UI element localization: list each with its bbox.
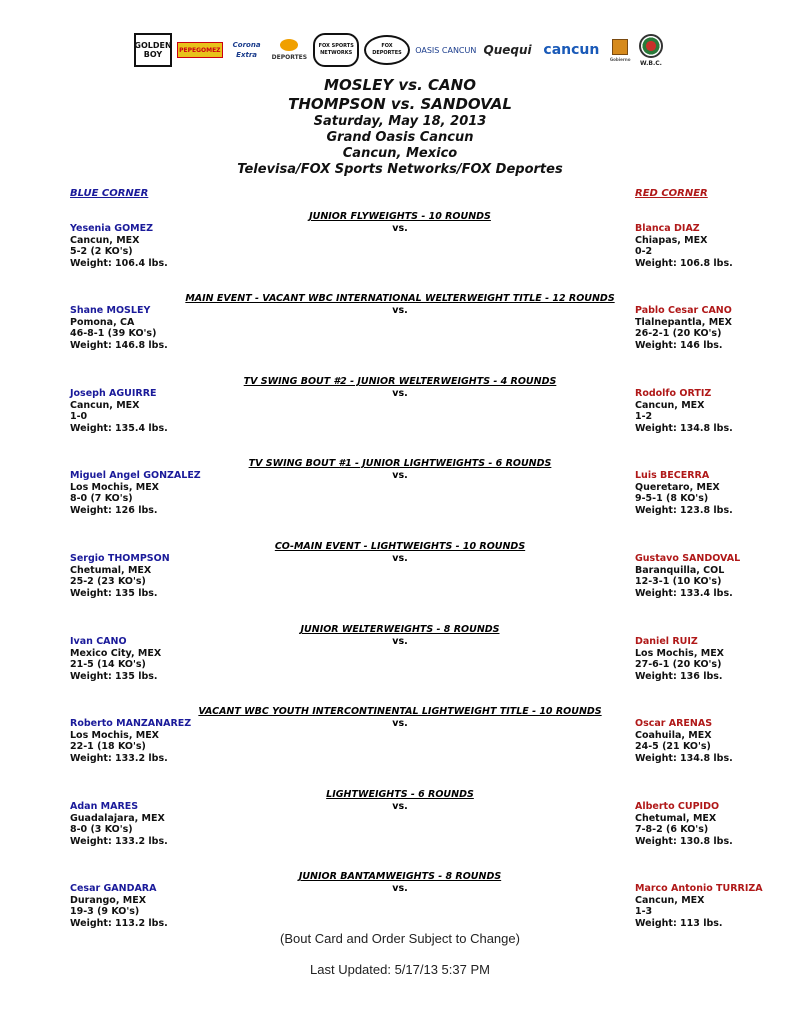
fighter-record: 7-8-2 (6 KO's) <box>635 824 709 836</box>
fighter-hometown: Cancun, MEX <box>635 399 705 411</box>
fighter-record: 26-2-1 (20 KO's) <box>635 328 722 340</box>
event-venue: Grand Oasis Cancun <box>326 130 474 145</box>
fighter-name: Sergio THOMPSON <box>70 552 170 564</box>
blue-corner-fighter <box>70 223 330 270</box>
fighter-record: 5-2 (2 KO's) <box>70 246 133 258</box>
vs-label: vs. <box>392 882 408 894</box>
change-notice: (Bout Card and Order Subject to Change) <box>280 931 520 946</box>
fighter-hometown: Queretaro, MEX <box>635 481 720 493</box>
fighter-record: 22-1 (18 KO's) <box>70 741 146 753</box>
vs-label: vs. <box>392 800 408 812</box>
fighter-weight: Weight: 133.2 lbs. <box>70 836 168 848</box>
fighter-hometown: Pomona, CA <box>70 316 135 328</box>
bout-title: TV SWING BOUT #2 - JUNIOR WELTERWEIGHTS - 4 ROUNDS <box>243 376 557 387</box>
bout-title: JUNIOR WELTERWEIGHTS - 8 ROUNDS <box>300 624 500 635</box>
fighter-name: Adan MARES <box>70 800 139 812</box>
fighter-name: Oscar ARENAS <box>635 717 713 729</box>
red-corner-fighter <box>635 718 795 765</box>
bout <box>0 541 800 601</box>
fighter-record: 8-0 (3 KO's) <box>70 824 133 836</box>
red-corner-fighter <box>635 223 795 270</box>
blue-corner-fighter <box>70 305 330 352</box>
blue-corner-fighter <box>70 388 330 435</box>
bout-title: JUNIOR FLYWEIGHTS - 10 ROUNDS <box>309 211 491 222</box>
gobierno-label: Gobierno <box>609 56 631 62</box>
vs-label: vs. <box>392 552 408 564</box>
fighter-weight: Weight: 146.8 lbs. <box>70 340 168 352</box>
fighter-weight: Weight: 136 lbs. <box>635 671 723 683</box>
gobierno-icon <box>612 39 628 55</box>
fighter-name: Daniel RUIZ <box>635 635 698 647</box>
fighter-weight: Weight: 146 lbs. <box>635 340 723 352</box>
blue-corner-fighter <box>70 883 330 930</box>
fighter-hometown: Cancun, MEX <box>70 399 140 411</box>
fighter-name: Shane MOSLEY <box>70 304 151 316</box>
fighter-name: Miguel Angel GONZALEZ <box>70 469 201 481</box>
fighter-hometown: Mexico City, MEX <box>70 647 162 659</box>
bout <box>0 211 800 271</box>
fighter-record: 21-5 (14 KO's) <box>70 659 146 671</box>
fighter-hometown: Durango, MEX <box>70 894 147 906</box>
red-corner-fighter <box>635 388 795 435</box>
cancun-logo: cancun <box>543 42 600 58</box>
bout-title: LIGHTWEIGHTS - 6 ROUNDS <box>326 789 474 800</box>
event-date: Saturday, May 18, 2013 <box>313 114 487 129</box>
televisa-label: DEPORTES <box>271 54 308 61</box>
fox-deportes-logo: FOX DEPORTES <box>364 35 410 65</box>
golden-boy-logo: GOLDEN BOY <box>134 33 172 67</box>
fighter-record: 24-5 (21 KO's) <box>635 741 711 753</box>
bout <box>0 376 800 436</box>
fighter-name: Alberto CUPIDO <box>635 800 720 812</box>
bout-title: MAIN EVENT - VACANT WBC INTERNATIONAL WELTERWEIGHT TITLE - 12 ROUNDS <box>185 293 615 304</box>
fighter-name: Joseph AGUIRRE <box>70 387 157 399</box>
event-city: Cancun, Mexico <box>342 146 458 161</box>
fighter-name: Marco Antonio TURRIZA <box>635 882 763 894</box>
fighter-weight: Weight: 126 lbs. <box>70 505 158 517</box>
fighter-record: 1-2 <box>635 411 653 423</box>
fighter-hometown: Chetumal, MEX <box>635 812 717 824</box>
fighter-name: Pablo Cesar CANO <box>635 304 732 316</box>
red-corner-label: RED CORNER <box>635 188 708 199</box>
wbc-logo <box>636 33 666 67</box>
fighter-weight: Weight: 113.2 lbs. <box>70 918 168 930</box>
red-corner-fighter <box>635 883 795 930</box>
fighter-record: 1-3 <box>635 906 653 918</box>
vs-label: vs. <box>392 469 408 481</box>
oasis-cancun-logo: OASIS CANCUN <box>415 45 477 55</box>
fighter-name: Gustavo SANDOVAL <box>635 552 741 564</box>
fighter-record: 8-0 (7 KO's) <box>70 493 133 505</box>
blue-corner-fighter <box>70 636 330 683</box>
fighter-weight: Weight: 106.8 lbs. <box>635 258 733 270</box>
vs-label: vs. <box>392 717 408 729</box>
vs-label: vs. <box>392 222 408 234</box>
fighter-hometown: Guadalajara, MEX <box>70 812 165 824</box>
blue-corner-label: BLUE CORNER <box>70 188 149 199</box>
bout <box>0 871 800 931</box>
fighter-record: 25-2 (23 KO's) <box>70 576 146 588</box>
bout <box>0 789 800 849</box>
fighter-weight: Weight: 123.8 lbs. <box>635 505 733 517</box>
pepegomez-logo: PEPEGOMEZ <box>177 42 223 58</box>
fighter-name: Cesar GANDARA <box>70 882 157 894</box>
corona-logo: Corona Extra <box>232 41 261 59</box>
fighter-weight: Weight: 130.8 lbs. <box>635 836 733 848</box>
fighter-name: Roberto MANZANAREZ <box>70 717 192 729</box>
fighter-name: Luis BECERRA <box>635 469 710 481</box>
wbc-label: W.B.C. <box>639 59 662 67</box>
sponsor-logos <box>134 32 666 68</box>
fighter-weight: Weight: 135 lbs. <box>70 588 158 600</box>
bout-title: TV SWING BOUT #1 - JUNIOR LIGHTWEIGHTS - 6 ROUNDS <box>248 458 552 469</box>
fighter-record: 27-6-1 (20 KO's) <box>635 659 722 671</box>
red-corner-fighter <box>635 470 795 517</box>
fighter-weight: Weight: 133.2 lbs. <box>70 753 168 765</box>
red-corner-fighter <box>635 801 795 848</box>
fighter-hometown: Coahuila, MEX <box>635 729 712 741</box>
headline-co-main: THOMPSON vs. SANDOVAL <box>288 95 512 113</box>
red-corner-fighter <box>635 305 795 352</box>
blue-corner-fighter <box>70 470 330 517</box>
fighter-hometown: Baranquilla, COL <box>635 564 725 576</box>
fighter-name: Blanca DIAZ <box>635 222 700 234</box>
televisa-icon <box>280 39 298 51</box>
fighter-hometown: Los Mochis, MEX <box>70 729 160 741</box>
bout <box>0 293 800 353</box>
blue-corner-fighter <box>70 801 330 848</box>
fighter-record: 12-3-1 (10 KO's) <box>635 576 722 588</box>
fighter-record: 46-8-1 (39 KO's) <box>70 328 157 340</box>
fighter-weight: Weight: 133.4 lbs. <box>635 588 733 600</box>
fighter-name: Rodolfo ORTIZ <box>635 387 712 399</box>
fighter-hometown: Los Mochis, MEX <box>635 647 725 659</box>
fighter-record: 19-3 (9 KO's) <box>70 906 140 918</box>
fighter-hometown: Chiapas, MEX <box>635 234 708 246</box>
event-broadcast: Televisa/FOX Sports Networks/FOX Deportes <box>237 162 563 177</box>
fighter-hometown: Los Mochis, MEX <box>70 481 160 493</box>
televisa-deportes-logo <box>270 35 308 65</box>
fighter-hometown: Chetumal, MEX <box>70 564 152 576</box>
bout <box>0 458 800 518</box>
fighter-weight: Weight: 135 lbs. <box>70 671 158 683</box>
fighter-weight: Weight: 106.4 lbs. <box>70 258 168 270</box>
bout-title: CO-MAIN EVENT - LIGHTWEIGHTS - 10 ROUNDS <box>274 541 526 552</box>
bout-title: JUNIOR BANTAMWEIGHTS - 8 ROUNDS <box>298 871 502 882</box>
bout-title: VACANT WBC YOUTH INTERCONTINENTAL LIGHTWEIGHT TITLE - 10 ROUNDS <box>198 706 602 717</box>
fighter-weight: Weight: 135.4 lbs. <box>70 423 168 435</box>
red-corner-fighter <box>635 553 795 600</box>
quequi-logo: Quequi <box>483 43 532 57</box>
fighter-weight: Weight: 134.8 lbs. <box>635 753 733 765</box>
bout <box>0 624 800 684</box>
headline-main: MOSLEY vs. CANO <box>324 76 476 94</box>
fighter-hometown: Tlalnepantla, MEX <box>635 316 732 328</box>
fighter-weight: Weight: 134.8 lbs. <box>635 423 733 435</box>
last-updated: Last Updated: 5/17/13 5:37 PM <box>310 962 490 977</box>
fighter-record: 9-5-1 (8 KO's) <box>635 493 709 505</box>
fighter-weight: Weight: 113 lbs. <box>635 918 723 930</box>
fighter-name: Ivan CANO <box>70 635 127 647</box>
fighter-name: Yesenia GOMEZ <box>70 222 153 234</box>
gobierno-logo <box>609 35 631 65</box>
red-corner-fighter <box>635 636 795 683</box>
fighter-record: 0-2 <box>635 246 653 258</box>
vs-label: vs. <box>392 635 408 647</box>
fighter-hometown: Cancun, MEX <box>635 894 705 906</box>
fighter-record: 1-0 <box>70 411 88 423</box>
blue-corner-fighter <box>70 553 330 600</box>
fox-sports-networks-logo: FOX SPORTS NETWORKS <box>313 33 359 67</box>
vs-label: vs. <box>392 387 408 399</box>
fighter-hometown: Cancun, MEX <box>70 234 140 246</box>
wbc-emblem-icon <box>639 34 663 58</box>
bout <box>0 706 800 766</box>
vs-label: vs. <box>392 304 408 316</box>
blue-corner-fighter <box>70 718 330 765</box>
